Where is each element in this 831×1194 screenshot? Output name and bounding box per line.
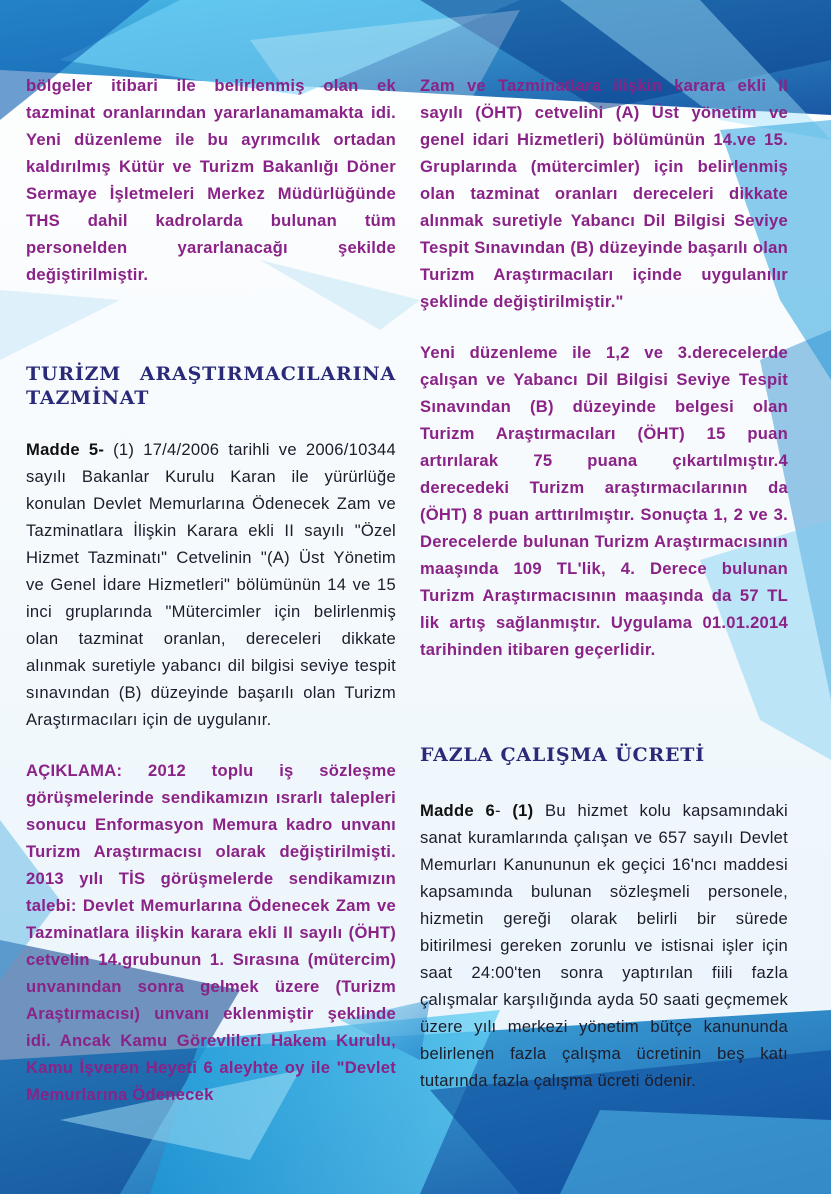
right-column (420, 72, 788, 1118)
madde-6-label: Madde 6 (420, 801, 495, 820)
left-column (26, 72, 396, 1132)
heading-line-2: TAZMİNAT (26, 387, 150, 409)
madde-5-text: (1) 17/4/2006 tarihli ve 2006/10344 sayılı Bakanlar Kurulu Karan ile yürürlüğe konulan Devlet Memurlarına Ödenecek Zam ve Tazminatlara İlişkin Karara ekli II sayılı "Özel Hizmet Tazminatı" Cetvelinin "(A) Üst Yönetim ve Genel İdare Hizmetleri" bölümünün 14 ve 15 inci gruplarında "Mütercimler için belirlenmiş olan tazminat oranlan, dereceleri dikkate alınmak suretiyle yabancı dil bilgisi seviye tespit sınavından (B) düzeyinde başarılı olan Turizm Araştırmacıları için de uygulanır. (26, 440, 397, 729)
heading-fazla-calisma-ucreti: FAZLA ÇALIŞMA ÜCRETİ (420, 744, 705, 766)
aciklama-paragraph: AÇIKLAMA: 2012 toplu iş sözleşme görüşmelerinde sendikamızın ısrarlı talepleri sonucu Enformasyon Memura kadro unvanı Turizm Araştırmacısı olarak değiştirilmişti. 2013 yılı TİS görüşmelerde sendikamızın talebi: Devlet Memurlarına Ödenecek Zam ve Tazminatlara ilişkin karara ekli II sayılı (ÖHT) cetvelin 14.grubunun 1. Sırasına (mütercim) unvanından sonra gelmek üzere (Turizm Araştırmacısı) unvanı eklenmiştir şeklinde idi. Ancak Kamu Görevlileri Hakem Kurulu, Kamu İşveren Heyeti 6 aleyhte oy ile "Devlet Memurlarına Ödenecek (26, 761, 396, 1104)
madde-6-dash: - (494, 801, 513, 820)
madde-6-text: Bu hizmet kolu kapsamındaki sanat kuramlarında çalışan ve 657 sayılı Devlet Memurları Kanununun ek geçici 16'ncı maddesi kapsamında bulunan sözleşmeli personele, hizmetin gereği olarak belirli bir sürede bitirilmesi gereken zorunlu ve istisnai işler için saat 24:00'ten sonra yaptırılan fiili fazla çalışmalar karşılığında ayda 50 saati geçmemek üzere yılı merkezi yönetim bütçe kanununda belirlenen fazla çalışma ücretinin beş katı tutarında fazla çalışma ücreti ödenir. (420, 801, 788, 1090)
madde-6-number: (1) (512, 801, 534, 820)
madde-5-label: Madde 5- (26, 440, 105, 459)
heading-turizm-arastirmacilarina-tazminat (26, 362, 396, 410)
heading-word-1: TURİZM (26, 363, 122, 385)
madde-6-paragraph (420, 797, 788, 1094)
right-paragraph-2: Yeni düzenleme ile 1,2 ve 3.derecelerde çalışan ve Yabancı Dil Bilgisi Seviye Tespit Sınavından (B) düzeyinde belgesi olan Turizm Araştırmacıları (ÖHT) 15 puan artırılarak 75 puana çıkartılmıştır.4 derecedeki Turizm araştırmacılarının da (ÖHT) 8 puan arttırılmıştır. Sonuçta 1, 2 ve 3. Derecelerde bulunan Turizm Araştırmacısının maaşında 109 TL'lik, 4. Derece bulunan Turizm Araştırmacısının maaşında da 57 TL lik artış sağlanmıştır. Uygulama 01.01.2014 tarihinden itibaren geçerlidir. (420, 343, 788, 659)
madde-5-paragraph (26, 436, 396, 733)
heading-word-2: ARAŞTIRMACILARINA (139, 363, 396, 385)
right-paragraph-1: Zam ve Tazminatlara ilişkin karara ekli II sayılı (ÖHT) cetvelini (A) Üst yönetim ve genel idari Hizmetleri) bölümünün 14.ve 15. Gruplarında (mütercimler) için belirlenmiş olan tazminat oranları dereceleri dikkate alınmak suretiyle Yabancı Dil Bilgisi Seviye Tespit Sınavından (B) düzeyinde başarılı olan Turizm Araştırmacıları içinde uygulanılır şeklinde değiştirilmiştir." (420, 76, 788, 311)
left-paragraph-1: bölgeler itibari ile belirlenmiş olan ek tazminat oranlarından yararlanamamakta idi. Yeni düzenleme ile bu ayrımcılık ortadan kaldırılmış Kütür ve Turizm Bakanlığı Döner Sermaye İşletmeleri Merkez Müdürlüğünde THS dahil kadrolarda bulunan tüm personelden yararlanacağı şekilde değiştirilmiştir. (26, 76, 396, 284)
